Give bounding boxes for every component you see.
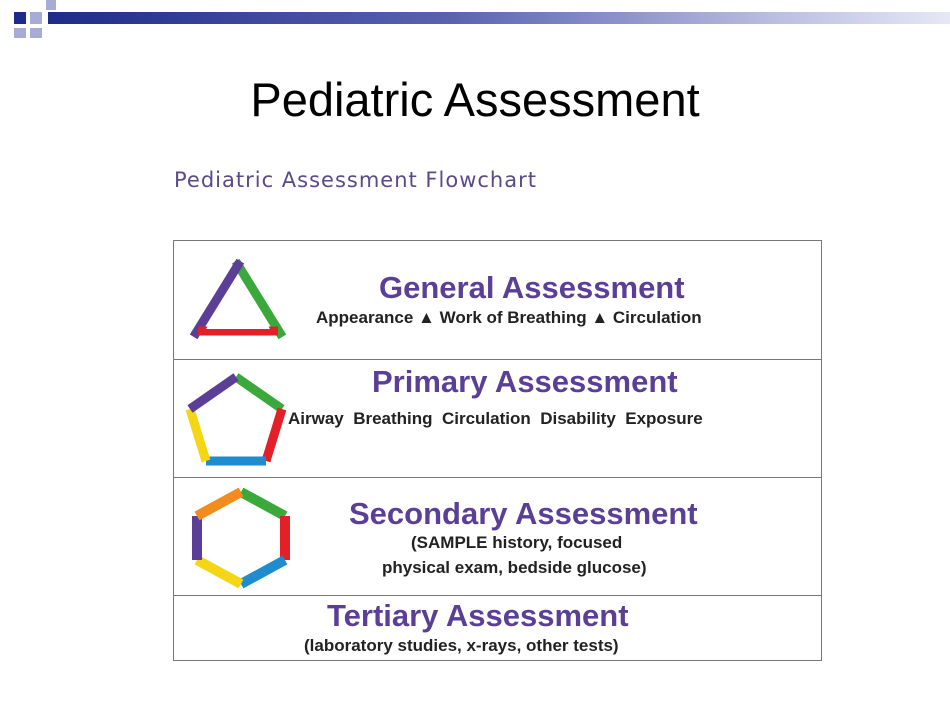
assessment-flowchart <box>173 240 822 661</box>
primary-assessment-heading: Primary Assessment <box>372 364 678 399</box>
hexagon-icon <box>188 486 294 590</box>
title-bar-decoration <box>0 0 950 38</box>
slide-title: Pediatric Assessment <box>250 73 700 126</box>
pentagon-icon <box>182 369 290 469</box>
general-assessment-subtext: Appearance ▲ Work of Breathing ▲ Circulation <box>316 308 702 327</box>
tertiary-assessment-row <box>174 596 821 660</box>
secondary-assessment-heading: Secondary Assessment <box>349 496 698 531</box>
general-assessment-heading: General Assessment <box>379 270 685 305</box>
primary-assessment-subtext: Airway Breathing Circulation Disability Exposure <box>288 409 703 428</box>
general-assessment-row <box>174 241 821 360</box>
secondary-assessment-subtext-line2: physical exam, bedside glucose) <box>382 558 647 577</box>
tertiary-assessment-heading: Tertiary Assessment <box>327 598 629 633</box>
secondary-assessment-subtext-line1: (SAMPLE history, focused <box>411 533 623 552</box>
primary-assessment-row <box>174 360 821 478</box>
flowchart-caption: Pediatric Assessment Flowchart <box>174 168 537 192</box>
secondary-assessment-row <box>174 478 821 596</box>
triangle-icon <box>190 259 286 339</box>
tertiary-assessment-subtext: (laboratory studies, x-rays, other tests) <box>304 636 619 655</box>
